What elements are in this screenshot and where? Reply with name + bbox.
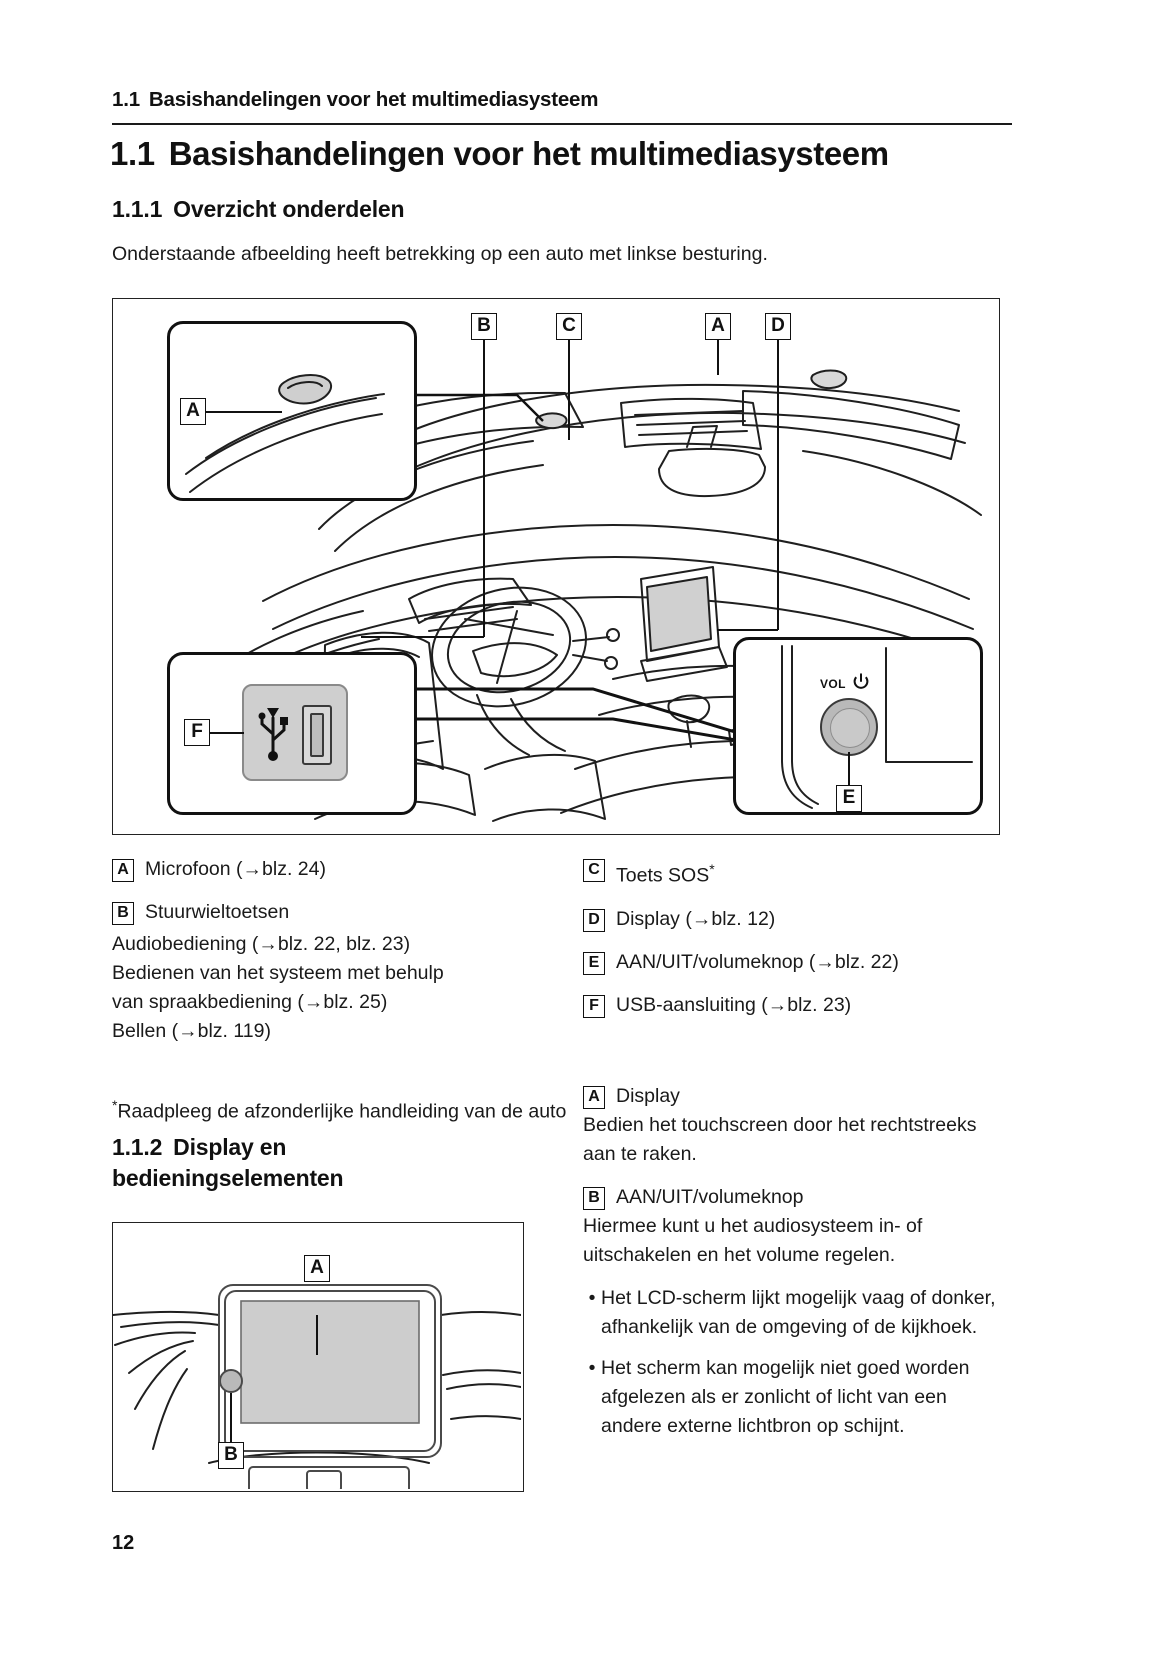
section-title-1-1-1: Overzicht onderdelen <box>173 196 405 222</box>
legend-item-f <box>583 991 1013 1020</box>
volume-knob-outer <box>820 698 878 756</box>
list-item <box>583 1284 1003 1342</box>
body-title-a: Display <box>616 1085 680 1107</box>
legend-badge-c: C <box>583 859 605 882</box>
mic-connector-line <box>413 387 553 433</box>
callout-c: C <box>556 313 582 340</box>
inset-callout-a: A <box>180 398 206 425</box>
running-header <box>112 88 1012 112</box>
display-callout-b: B <box>218 1442 244 1469</box>
section-heading-1-1-2 <box>112 1132 512 1194</box>
figure-interior-overview <box>112 298 1000 835</box>
body-bullet-list <box>583 1284 1003 1441</box>
power-icon <box>852 673 870 691</box>
bullet-text-1: Het LCD-scherm lijkt mogelijk vaag of donker, afhankelijk van de omgeving of de kijkhoek. <box>601 1287 996 1338</box>
legend-subline-voice-1: Bedienen van het systeem met behulp <box>112 962 444 984</box>
legend-subline-call: Bellen (→blz. 119) <box>112 1020 271 1042</box>
callout-a-top: A <box>705 313 731 340</box>
usb-icon <box>256 704 290 762</box>
body-title-b: AAN/UIT/volumeknop <box>616 1186 804 1208</box>
body-badge-a: A <box>583 1086 605 1109</box>
display-callout-a: A <box>304 1255 330 1282</box>
section-title-1-1-2-line1: Display en <box>173 1134 287 1160</box>
legend-text-a: Microfoon (→blz. 24) <box>145 858 326 880</box>
inset-usb <box>167 652 417 815</box>
legend-item-b <box>112 898 582 927</box>
body-right-column <box>583 1082 1003 1453</box>
usb-connector-line <box>413 675 773 765</box>
legend-badge-e: E <box>583 952 605 975</box>
legend-badge-d: D <box>583 909 605 932</box>
footnote-marker: * <box>112 1097 118 1113</box>
body-badge-b: B <box>583 1187 605 1210</box>
legend-badge-f: F <box>583 995 605 1018</box>
figure-display-controls <box>112 1222 524 1492</box>
leader-line-b-h <box>361 636 484 638</box>
usb-slot-inner <box>310 713 324 757</box>
running-header-title: Basishandelingen voor het multimediasysteem <box>148 88 599 111</box>
legend-item-a <box>112 855 582 884</box>
legend-item-e <box>583 948 1013 977</box>
legend-text-c-star: * <box>709 861 715 877</box>
legend-spacer <box>112 887 582 898</box>
legend-item-c <box>583 855 1013 891</box>
leader-line-c <box>568 340 570 440</box>
vol-label: VOL <box>820 677 846 691</box>
legend-text-d: Display (→blz. 12) <box>616 907 776 930</box>
legend-text-e: AAN/UIT/volumeknop (→blz. 22) <box>616 950 899 973</box>
inset-leader-a <box>206 411 282 413</box>
legend-badge-b: B <box>112 902 134 925</box>
section-number-1-1-1: 1.1.1 <box>112 196 163 222</box>
leader-line-d-h <box>717 629 778 631</box>
section-heading-1-1-1 <box>112 196 1032 223</box>
inset-leader-f <box>210 732 244 734</box>
inset-callout-f: F <box>184 719 210 746</box>
intro-paragraph: Onderstaande afbeelding heeft betrekking op een auto met linkse besturing. <box>112 243 768 265</box>
footnote-text: Raadpleeg de afzonderlijke handleiding van de auto <box>117 1100 567 1123</box>
callout-b: B <box>471 313 497 340</box>
inset-callout-e: E <box>836 785 862 812</box>
section-number-1-1-2: 1.1.2 <box>112 1134 163 1160</box>
running-header-number: 1.1 <box>112 88 140 111</box>
volume-knob-inner <box>830 708 870 748</box>
header-rule <box>112 123 1012 125</box>
callout-d: D <box>765 313 791 340</box>
legend-item-d <box>583 905 1013 934</box>
leader-line-b <box>483 340 485 637</box>
page-title <box>110 135 1030 173</box>
body-text-a: Bedien het touchscreen door het rechtstreeks aan te raken. <box>583 1114 977 1165</box>
leader-line-d <box>777 340 779 630</box>
list-item <box>583 1354 1003 1441</box>
usb-slot <box>302 705 332 765</box>
inset-microphone <box>167 321 417 501</box>
legend-subline-audio: Audiobediening (→blz. 22, blz. 23) <box>112 933 411 955</box>
section-title-1-1-2-line2: bedieningselementen <box>112 1165 344 1191</box>
bullet-text-2: Het scherm kan mogelijk niet goed worden afgelezen als er zonlicht of licht van een andere externe lichtbron op schijnt. <box>601 1357 970 1437</box>
body-item-b <box>583 1183 1003 1212</box>
inset-volume-knob <box>733 637 983 815</box>
legend-right-column <box>583 855 1013 1023</box>
legend-text-b: Stuurwieltoetsen <box>145 901 290 923</box>
leader-line-a-top <box>717 340 719 375</box>
bullet-marker: • <box>588 1287 596 1309</box>
legend-text-c-label: Toets SOS <box>616 864 710 887</box>
body-text-b: Hiermee kunt u het audiosysteem in- of uitschakelen en het volume regelen. <box>583 1215 923 1266</box>
usb-port-panel <box>242 684 348 781</box>
body-item-a <box>583 1082 1003 1111</box>
legend-left-column <box>112 855 582 1046</box>
page-number: 12 <box>112 1532 135 1554</box>
legend-text-f: USB-aansluiting (→blz. 23) <box>616 993 852 1016</box>
legend-subline-voice-2: van spraakbediening (→blz. 25) <box>112 991 388 1013</box>
bullet-marker: • <box>588 1357 596 1379</box>
page-title-text: Basishandelingen voor het multimediasysteem <box>168 135 889 172</box>
page-title-number: 1.1 <box>110 135 155 172</box>
legend-badge-a: A <box>112 859 134 882</box>
legend-text-c <box>616 855 715 891</box>
